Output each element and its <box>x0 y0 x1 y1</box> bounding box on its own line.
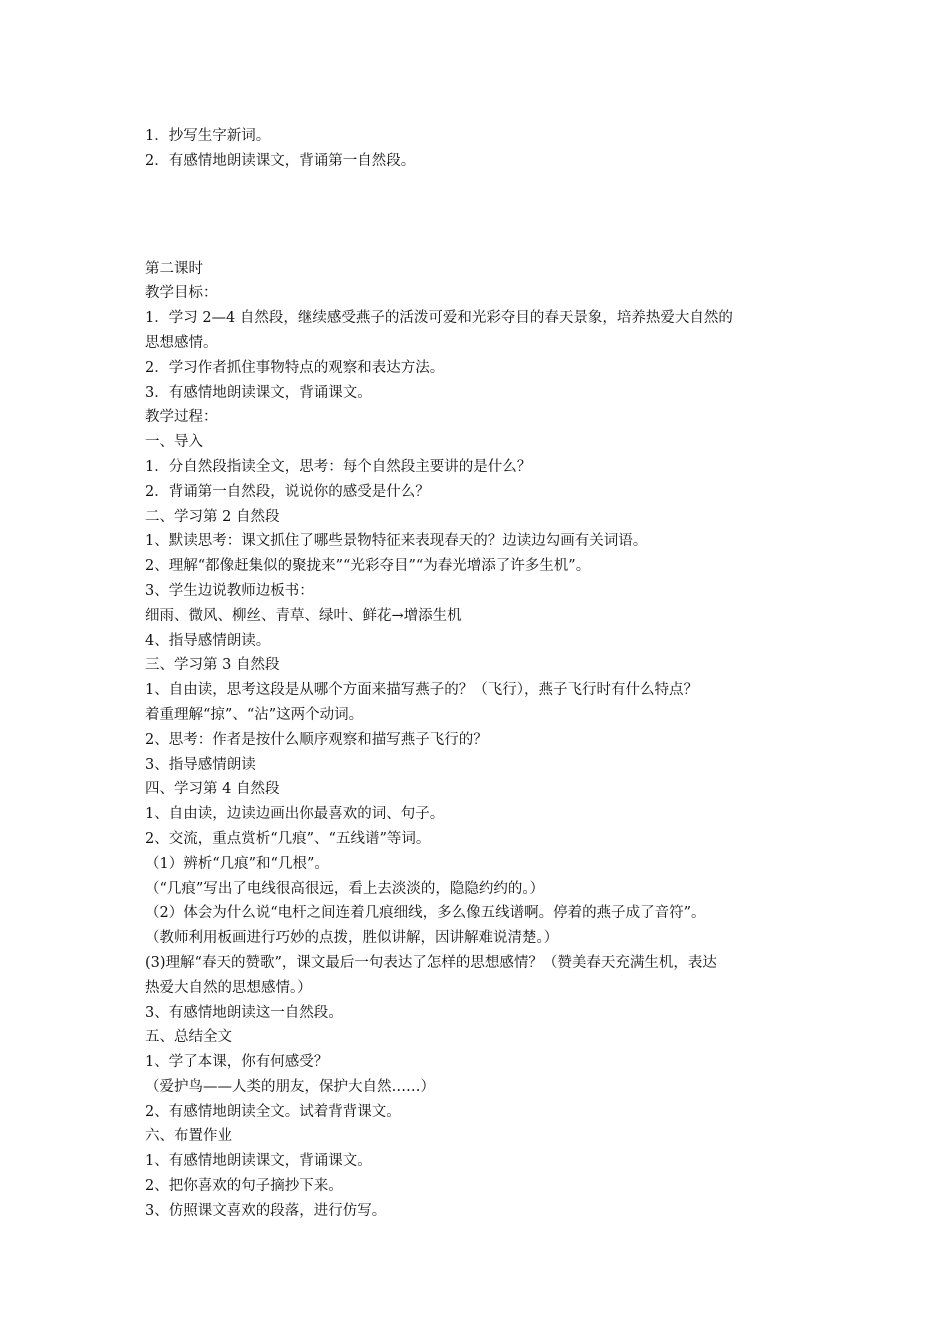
text-line: 3、仿照课文喜欢的段落，进行仿写。 <box>145 1202 387 1219</box>
text-line: 第二课时 <box>145 260 203 277</box>
text-line: 4、指导感情朗读。 <box>145 632 271 649</box>
text-line: 3、有感情地朗读这一自然段。 <box>145 1004 343 1021</box>
text-line: 2、理解“都像赶集似的聚拢来”“光彩夺目”“为春光增添了许多生机”。 <box>145 558 591 575</box>
homework-section <box>145 124 815 174</box>
section-gap <box>145 174 815 257</box>
text-line: 思想感情。 <box>145 334 218 351</box>
text-line: 四、学习第 4 自然段 <box>145 781 280 798</box>
text-line: 教学过程： <box>145 409 218 426</box>
text-line: （爱护鸟——人类的朋友，保护大自然……） <box>145 1078 435 1095</box>
text-line: 教学目标： <box>145 285 218 302</box>
text-line: 2．有感情地朗读课文，背诵第一自然段。 <box>145 152 416 169</box>
document-page <box>145 124 815 1224</box>
text-line: 三、学习第 3 自然段 <box>145 657 280 674</box>
text-line: 3、指导感情朗读 <box>145 756 256 773</box>
text-line: 1、学了本课，你有何感受？ <box>145 1054 329 1071</box>
text-line: （教师利用板画进行巧妙的点拨，胜似讲解，因讲解难说清楚。） <box>145 930 559 947</box>
text-line: (3)理解“春天的赞歌”，课文最后一句表达了怎样的思想感情？（赞美春天充满生机，表达 <box>145 954 717 971</box>
text-line: 五、总结全文 <box>145 1029 232 1046</box>
text-line: 2、思考：作者是按什么顺序观察和描写燕子飞行的？ <box>145 731 488 748</box>
text-line: 1、自由读，边读边画出你最喜欢的词、句子。 <box>145 806 445 823</box>
text-line: 1、自由读，思考这段是从哪个方面来描写燕子的？（飞行），燕子飞行时有什么特点？ <box>145 682 698 699</box>
text-line: 2．学习作者抓住事物特点的观察和表达方法。 <box>145 359 445 376</box>
text-line: 着重理解“掠”、“沾”这两个动词。 <box>145 706 364 723</box>
text-line: 3．有感情地朗读课文，背诵课文。 <box>145 384 372 401</box>
text-line: 1．学习 2—4 自然段，继续感受燕子的活泼可爱和光彩夺目的春天景象，培养热爱大自然的 <box>145 310 733 327</box>
lesson-two-section <box>145 257 815 1224</box>
text-line: （“几痕”写出了电线很高很远，看上去淡淡的，隐隐约约的。） <box>145 880 545 897</box>
text-line: （2）体会为什么说“电杆之间连着几痕细线，多么像五线谱啊。停着的燕子成了音符”。 <box>145 905 706 922</box>
text-line: 二、学习第 2 自然段 <box>145 508 280 525</box>
text-line: 2．背诵第一自然段，说说你的感受是什么？ <box>145 483 430 500</box>
text-line: 3、学生边说教师边板书： <box>145 582 314 599</box>
text-line: 1．抄写生字新词。 <box>145 128 271 144</box>
text-line: 1．分自然段指读全文，思考：每个自然段主要讲的是什么？ <box>145 458 532 475</box>
text-line: 一、导入 <box>145 434 203 451</box>
text-line: 热爱大自然的思想感情。） <box>145 979 312 996</box>
text-line: 2、把你喜欢的句子摘抄下来。 <box>145 1178 343 1195</box>
text-line: 2、交流，重点赏析“几痕”、“五线谱”等词。 <box>145 830 431 847</box>
text-line: 1、有感情地朗读课文，背诵课文。 <box>145 1153 372 1170</box>
text-line: 细雨、微风、柳丝、青草、绿叶、鲜花→增添生机 <box>145 607 462 624</box>
text-line: 1、默读思考：课文抓住了哪些景物特征来表现春天的？边读边勾画有关词语。 <box>145 533 648 550</box>
text-line: 2、有感情地朗读全文。试着背背课文。 <box>145 1103 401 1120</box>
text-line: 六、布置作业 <box>145 1128 232 1145</box>
text-line: （1）辨析“几痕”和“几根”。 <box>145 855 329 872</box>
